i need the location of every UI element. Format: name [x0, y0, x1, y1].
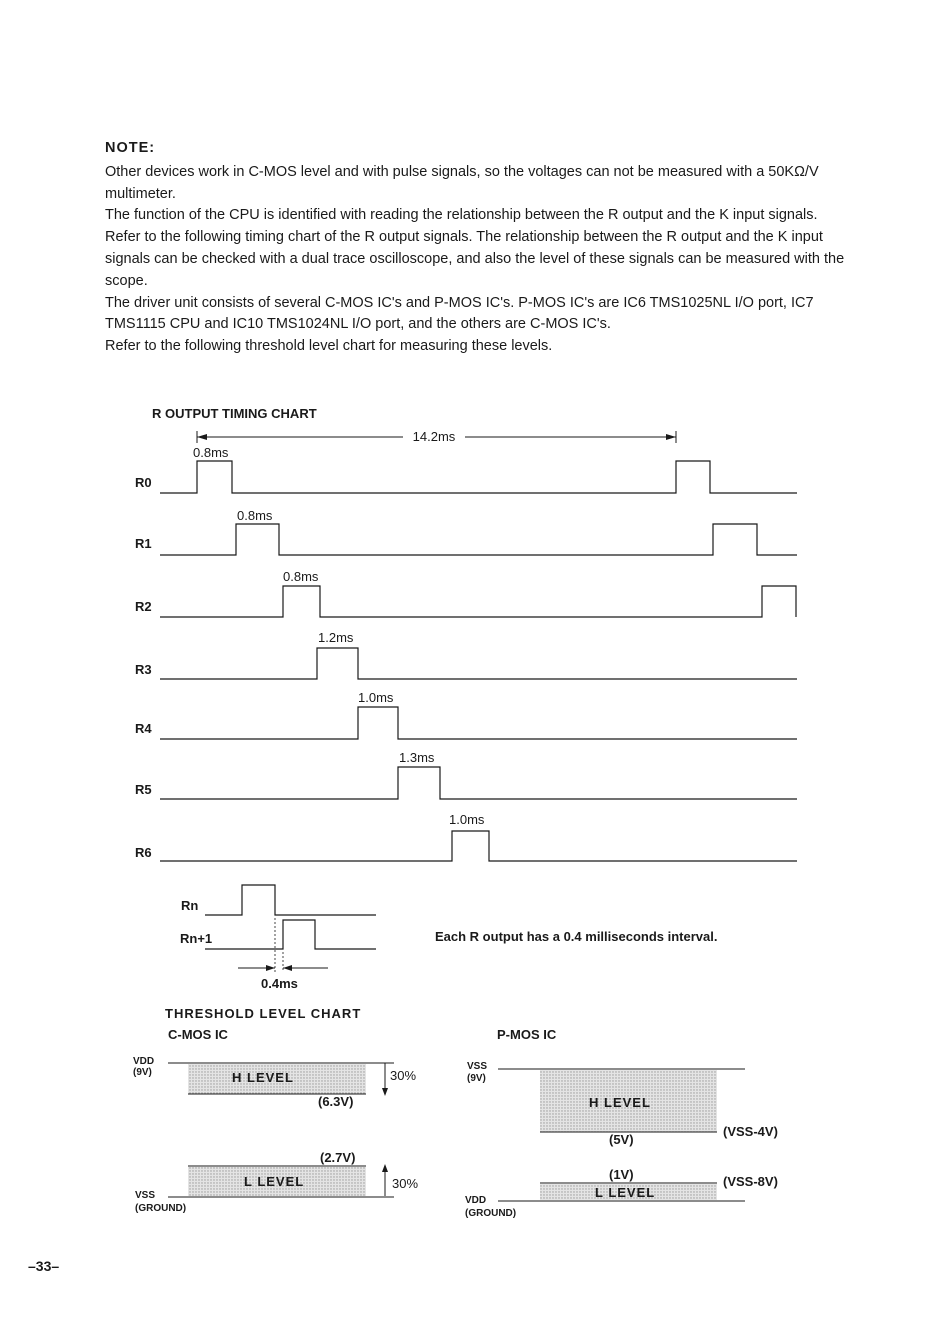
threshold-chart	[133, 1006, 778, 1219]
width-label-r4: 1.0ms	[358, 690, 394, 705]
note-paragraph-4: The driver unit consists of several C-MOS IC's and P-MOS IC's. P-MOS IC's are IC6 TMS1025NL I/O port, IC7 TMS1115 CPU and IC10 TMS1024NL I/O port, and the others are C-MOS IC's.	[105, 294, 814, 333]
cmos-h-threshold: (6.3V)	[318, 1094, 354, 1109]
cmos-l-percent: 30%	[392, 1176, 419, 1191]
rn-label: Rn	[181, 898, 199, 913]
pmos-title: P-MOS IC	[497, 1027, 557, 1042]
waveform-r6	[160, 831, 797, 861]
cmos-bottom-sub: (GROUND)	[135, 1203, 187, 1214]
row-label-r3: R3	[135, 662, 152, 677]
waveform-rn1	[205, 920, 376, 949]
cmos-l-threshold: (2.7V)	[320, 1150, 356, 1165]
pmos-l-threshold: (1V)	[609, 1167, 634, 1182]
cmos-title: C-MOS IC	[168, 1027, 228, 1042]
row-label-r5: R5	[135, 782, 152, 797]
pmos-l-level: L LEVEL	[595, 1185, 656, 1200]
timing-chart	[135, 406, 797, 991]
waveform-rn	[205, 885, 376, 915]
row-label-r0: R0	[135, 475, 152, 490]
cmos-bottom-label: VSS	[135, 1190, 156, 1201]
interval-note: Each R output has a 0.4 milliseconds interval.	[435, 929, 718, 944]
pmos-h-threshold: (5V)	[609, 1132, 634, 1147]
pmos-l-formula: (VSS-8V)	[723, 1174, 778, 1189]
row-label-r2: R2	[135, 599, 152, 614]
pmos-h-formula: (VSS-4V)	[723, 1124, 778, 1139]
row-label-r4: R4	[135, 721, 152, 736]
note-heading: NOTE:	[105, 140, 156, 156]
note-paragraph-1: Other devices work in C-MOS level and with pulse signals, so the voltages can not be measured with a 50KΩ/V multimeter.	[105, 163, 819, 202]
cmos-chart	[133, 1027, 418, 1214]
width-label-r3: 1.2ms	[318, 630, 354, 645]
pmos-h-level: H LEVEL	[589, 1095, 651, 1110]
waveform-r4	[160, 707, 797, 739]
pmos-bottom-label: VDD	[465, 1195, 487, 1206]
interval-diagram	[180, 885, 717, 991]
note-paragraph-3: Refer to the following timing chart of the R output signals. The relationship between the R output and the K input signals can be checked with a dual trace oscilloscope, and also the level of these signals can be measured with the scope.	[105, 229, 845, 289]
width-label-r6: 1.0ms	[449, 812, 485, 827]
pmos-top-label: VSS	[467, 1061, 488, 1072]
row-label-r6: R6	[135, 845, 152, 860]
cmos-top-label: VDD	[133, 1056, 155, 1067]
rn1-label: Rn+1	[180, 931, 213, 946]
width-label-r2: 0.8ms	[283, 569, 319, 584]
cmos-h-percent: 30%	[390, 1068, 417, 1083]
waveform-r5	[160, 767, 797, 799]
waveform-r0	[160, 461, 797, 493]
cmos-top-voltage: (9V)	[133, 1067, 152, 1078]
period-label: 14.2ms	[412, 429, 456, 444]
cmos-h-level: H LEVEL	[232, 1070, 294, 1085]
pmos-chart	[465, 1027, 778, 1219]
note-paragraph-2: The function of the CPU is identified with reading the relationship between the R output and the K input signals.	[105, 207, 818, 224]
waveform-r1	[160, 524, 797, 555]
note-paragraph-5: Refer to the following threshold level chart for measuring these levels.	[105, 338, 553, 355]
gap-label: 0.4ms	[261, 976, 298, 991]
width-label-r0: 0.8ms	[193, 445, 229, 460]
waveform-r3	[160, 648, 797, 679]
pmos-top-voltage: (9V)	[467, 1073, 486, 1084]
timing-chart-title: R OUTPUT TIMING CHART	[152, 406, 317, 421]
row-label-r1: R1	[135, 536, 152, 551]
cmos-l-level: L LEVEL	[244, 1174, 305, 1189]
width-label-r1: 0.8ms	[237, 508, 273, 523]
waveform-r2	[160, 586, 796, 617]
page-number: –33–	[28, 1258, 60, 1274]
threshold-chart-title: THRESHOLD LEVEL CHART	[165, 1006, 362, 1021]
width-label-r5: 1.3ms	[399, 750, 435, 765]
pmos-bottom-sub: (GROUND)	[465, 1208, 517, 1219]
period-dimension	[197, 429, 676, 444]
